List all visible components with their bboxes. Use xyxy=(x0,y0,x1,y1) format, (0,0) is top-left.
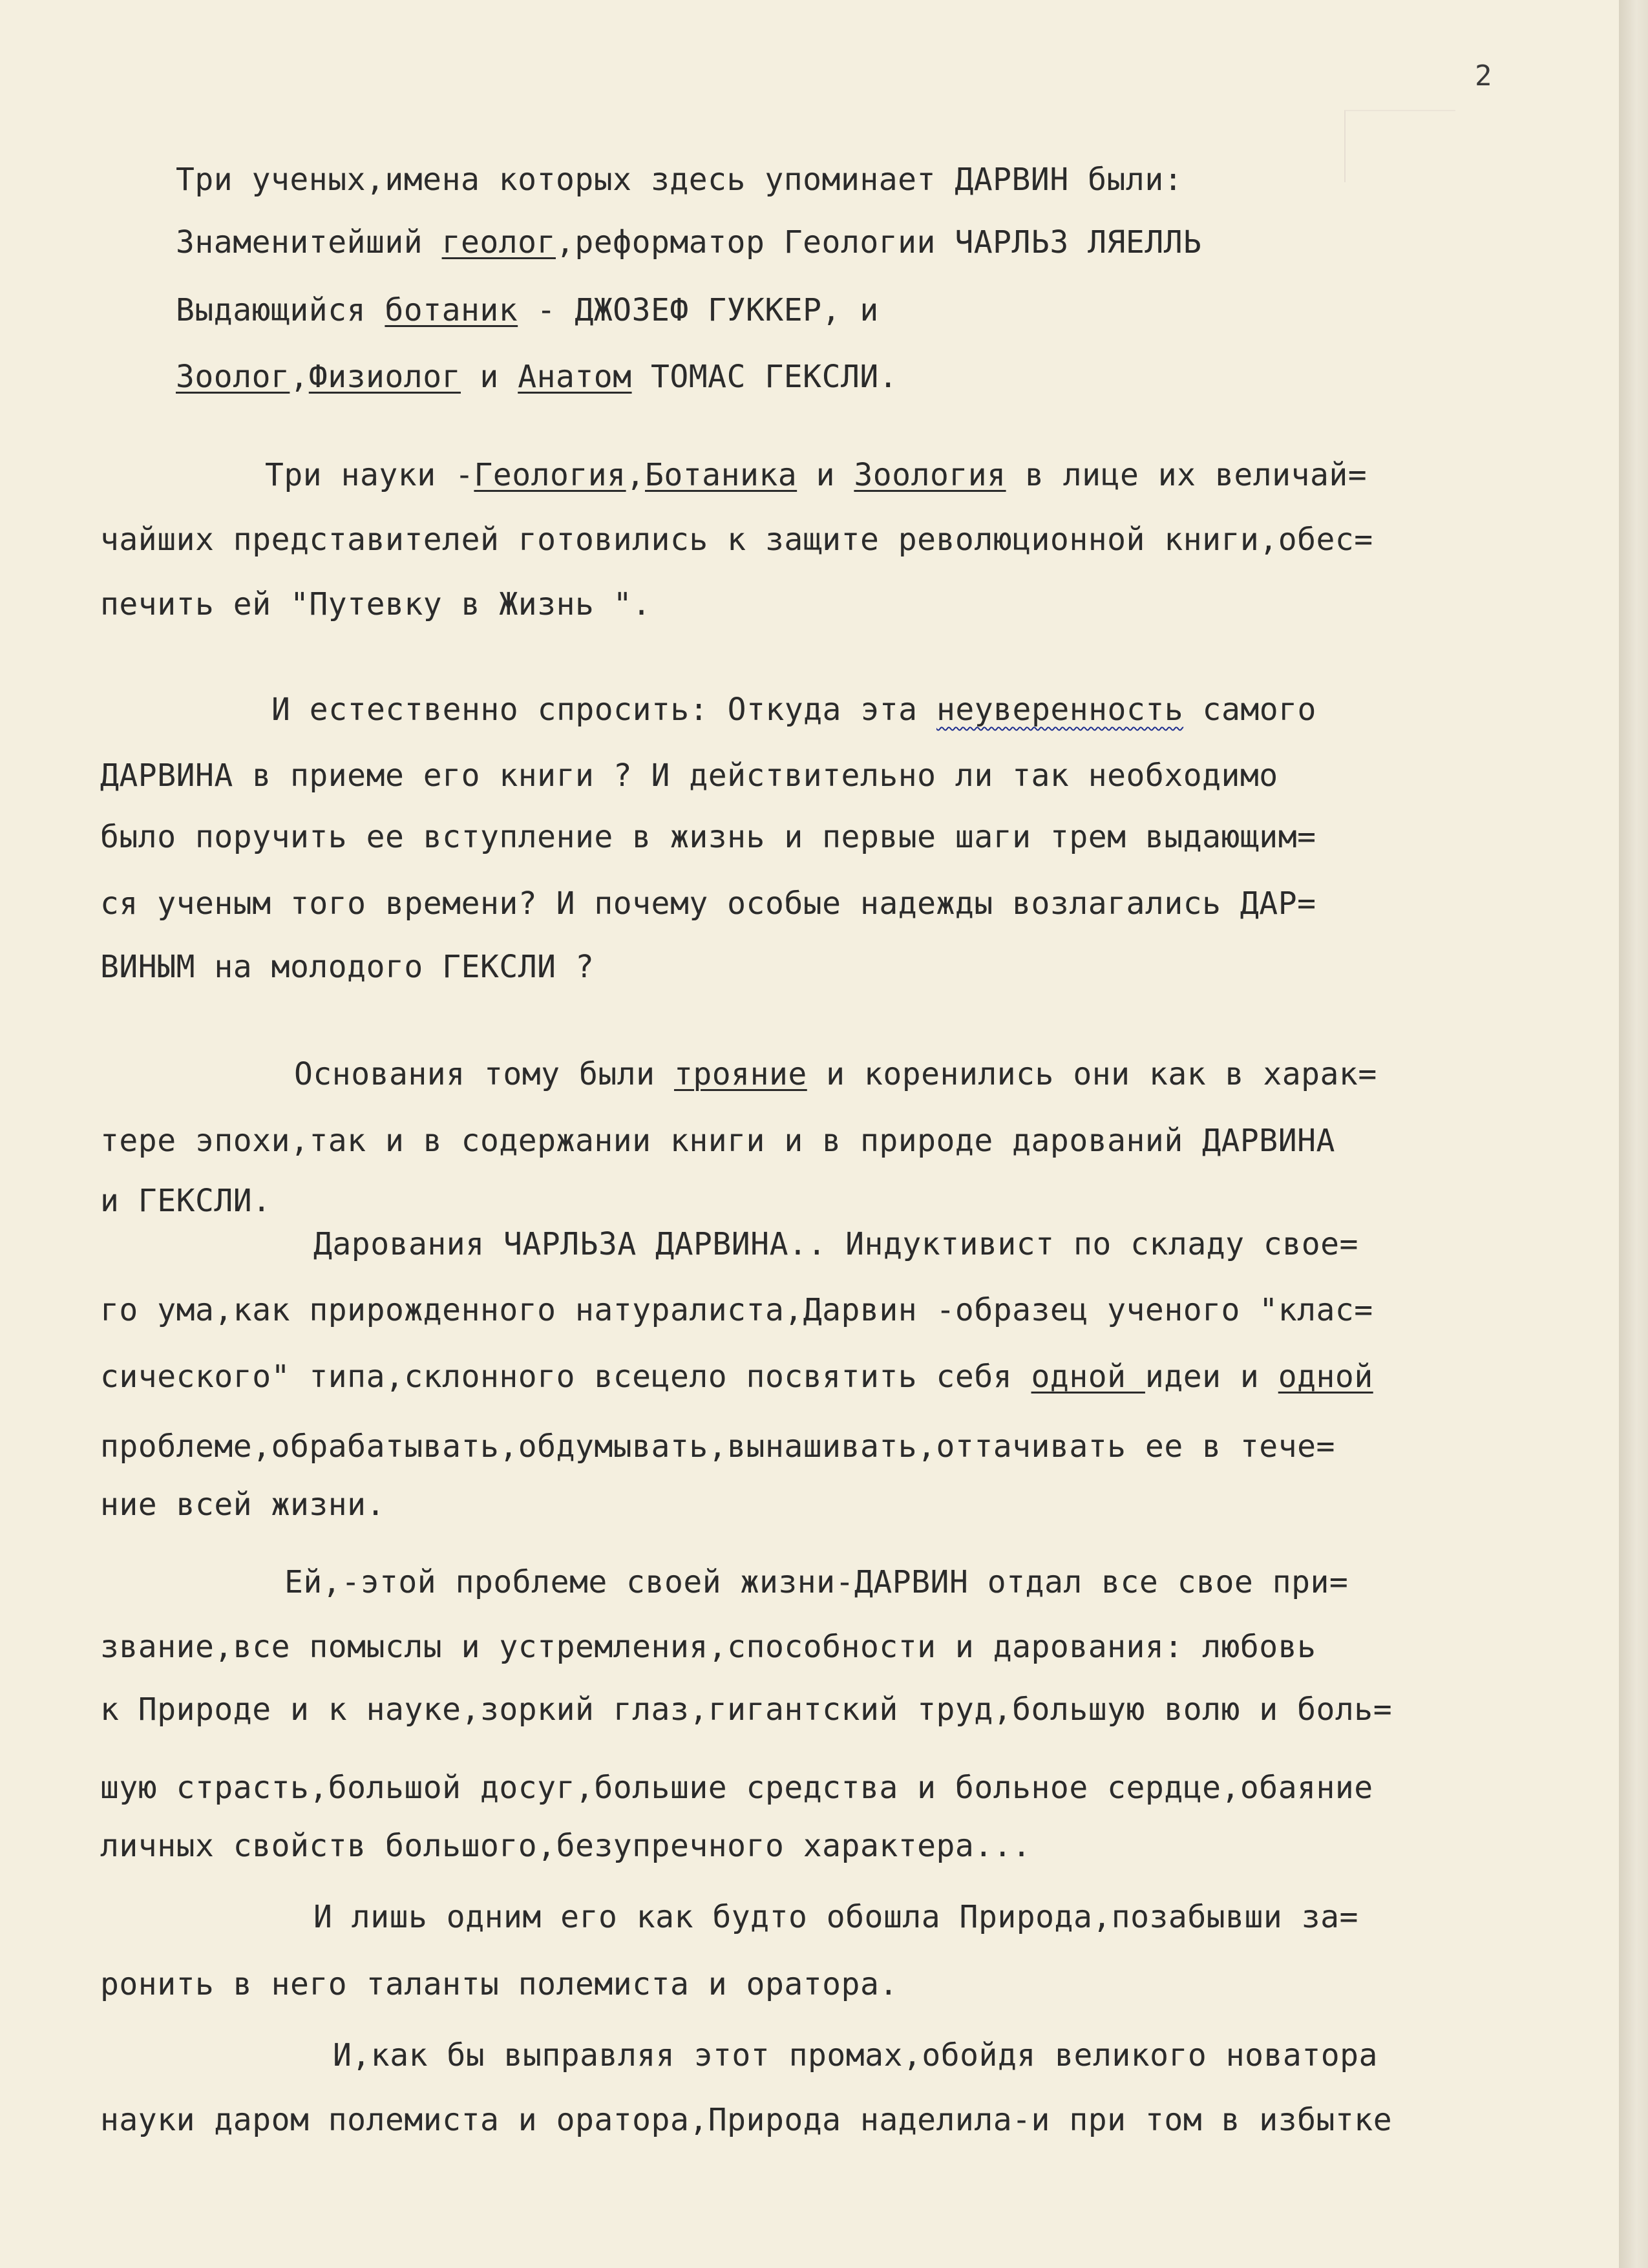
text-run: ся ученым того времени? И почему особые надежды возлагались ДАР= xyxy=(100,885,1316,922)
text-run: ТОМАС ГЕКСЛИ. xyxy=(631,359,898,395)
text-run: проблеме,обрабатывать,обдумывать,вынашивать,оттачивать ее в тече= xyxy=(100,1428,1335,1465)
text-run: в лице их величай= xyxy=(1006,457,1368,493)
text-line xyxy=(176,357,898,396)
text-run: И,как бы выправляя этот промах,обойдя великого новатора xyxy=(333,2037,1378,2073)
text-line xyxy=(265,456,1367,494)
text-run: го ума,как прирожденного натуралиста,Дарвин -образец ученого "клас= xyxy=(100,1292,1373,1328)
text-run: Дарования ЧАРЛЬЗА ДАРВИНА.. Индуктивист по складу свое= xyxy=(313,1226,1358,1262)
text-line xyxy=(100,585,651,624)
text-run: ,реформатор Геологии ЧАРЛЬЗ ЛЯЕЛЛЬ xyxy=(555,224,1202,260)
text-run: и xyxy=(797,457,854,493)
underlined-word: Зоология xyxy=(854,457,1006,493)
paper-stain xyxy=(1344,110,1455,182)
text-run: Основания тому были xyxy=(294,1056,674,1092)
text-line xyxy=(100,1768,1373,1807)
text-run: самого xyxy=(1183,692,1316,728)
text-line xyxy=(100,520,1373,559)
text-line xyxy=(313,1898,1358,1936)
wavy-underlined-word: неуверенность xyxy=(936,692,1184,728)
text-line xyxy=(100,2101,1392,2139)
text-line xyxy=(100,1182,271,1220)
text-run: науки даром полемиста и оратора,Природа наделила-и при том в избытке xyxy=(100,2102,1393,2138)
text-run: ронить в него таланты полемиста и оратора. xyxy=(100,1966,898,2002)
page-number: 2 xyxy=(1475,59,1492,92)
text-run: , xyxy=(290,359,309,395)
text-line xyxy=(100,1291,1373,1330)
text-run: - ДЖОЗЕФ ГУККЕР, и xyxy=(518,292,879,328)
underlined-word: Физиолог xyxy=(308,359,461,395)
text-line xyxy=(294,1055,1377,1094)
text-line xyxy=(100,1690,1392,1729)
underlined-word: Ботаника xyxy=(644,457,798,493)
text-run: , xyxy=(626,457,645,493)
text-run: к Природе и к науке,зоркий глаз,гигантский труд,большую волю и боль= xyxy=(100,1691,1393,1728)
text-line xyxy=(100,1965,898,2004)
text-line xyxy=(313,1225,1358,1264)
text-run: сического" типа,склонного всецело посвятить себя xyxy=(100,1359,1031,1395)
text-run: Три науки - xyxy=(265,457,474,493)
text-run: И естественно спросить: Откуда эта xyxy=(271,692,936,728)
text-run: звание,все помыслы и устремления,способности и дарования: любовь xyxy=(100,1629,1316,1665)
text-line xyxy=(271,690,1316,729)
text-run: идеи и xyxy=(1145,1359,1278,1395)
text-run: ДАРВИНА в приеме его книги ? И действительно ли так необходимо xyxy=(100,758,1278,794)
text-run: личных свойств большого,безупречного характера... xyxy=(100,1828,1031,1864)
text-run: и коренились они как в харак= xyxy=(807,1056,1377,1092)
text-line xyxy=(100,1121,1335,1160)
text-line xyxy=(100,1827,1031,1865)
underlined-word: одной xyxy=(1031,1359,1145,1395)
text-run: чайших представителей готовились к защите революционной книги,обес= xyxy=(100,522,1373,558)
text-run: И лишь одним его как будто обошла Природа,позабывши за= xyxy=(313,1899,1358,1935)
underlined-word: Анатом xyxy=(518,359,632,395)
text-line xyxy=(100,818,1316,856)
text-line xyxy=(333,2036,1378,2075)
text-run: и xyxy=(460,359,518,395)
text-run: тере эпохи,так и в содержании книги и в природе дарований ДАРВИНА xyxy=(100,1123,1335,1159)
underlined-word: ботаник xyxy=(385,292,518,328)
text-line xyxy=(100,948,594,986)
text-line xyxy=(176,223,1202,262)
text-line xyxy=(284,1563,1348,1602)
text-run: Знаменитейший xyxy=(176,224,442,260)
text-line xyxy=(100,1427,1335,1466)
text-run: печить ей "Путевку в Жизнь ". xyxy=(100,586,651,622)
text-run: было поручить ее вступление в жизнь и первые шаги трем выдающим= xyxy=(100,819,1316,855)
text-run: Ей,-этой проблеме своей жизни-ДАРВИН отдал все свое при= xyxy=(284,1564,1349,1600)
text-run: и ГЕКСЛИ. xyxy=(100,1183,271,1219)
text-line xyxy=(100,756,1278,795)
underlined-word: Зоолог xyxy=(176,359,290,395)
text-run: Выдающийся xyxy=(176,292,385,328)
underlined-word: геолог xyxy=(441,224,556,260)
page-edge xyxy=(1619,0,1648,2268)
text-line xyxy=(176,160,1183,199)
text-run: ВИНЫМ на молодого ГЕКСЛИ ? xyxy=(100,949,595,985)
text-run: Три ученых,имена которых здесь упоминает ДАРВИН были: xyxy=(176,162,1183,198)
text-line xyxy=(176,291,879,330)
text-line xyxy=(100,1485,385,1524)
text-run: шую страсть,большой досуг,большие средства и больное сердце,обаяние xyxy=(100,1770,1373,1806)
text-run: ние всей жизни. xyxy=(100,1487,385,1523)
underlined-word: трояние xyxy=(673,1056,807,1092)
underlined-word: Геология xyxy=(474,457,626,493)
text-line xyxy=(100,1627,1316,1666)
text-line xyxy=(100,884,1316,923)
underlined-word: одной xyxy=(1278,1359,1373,1395)
text-line xyxy=(100,1357,1373,1396)
